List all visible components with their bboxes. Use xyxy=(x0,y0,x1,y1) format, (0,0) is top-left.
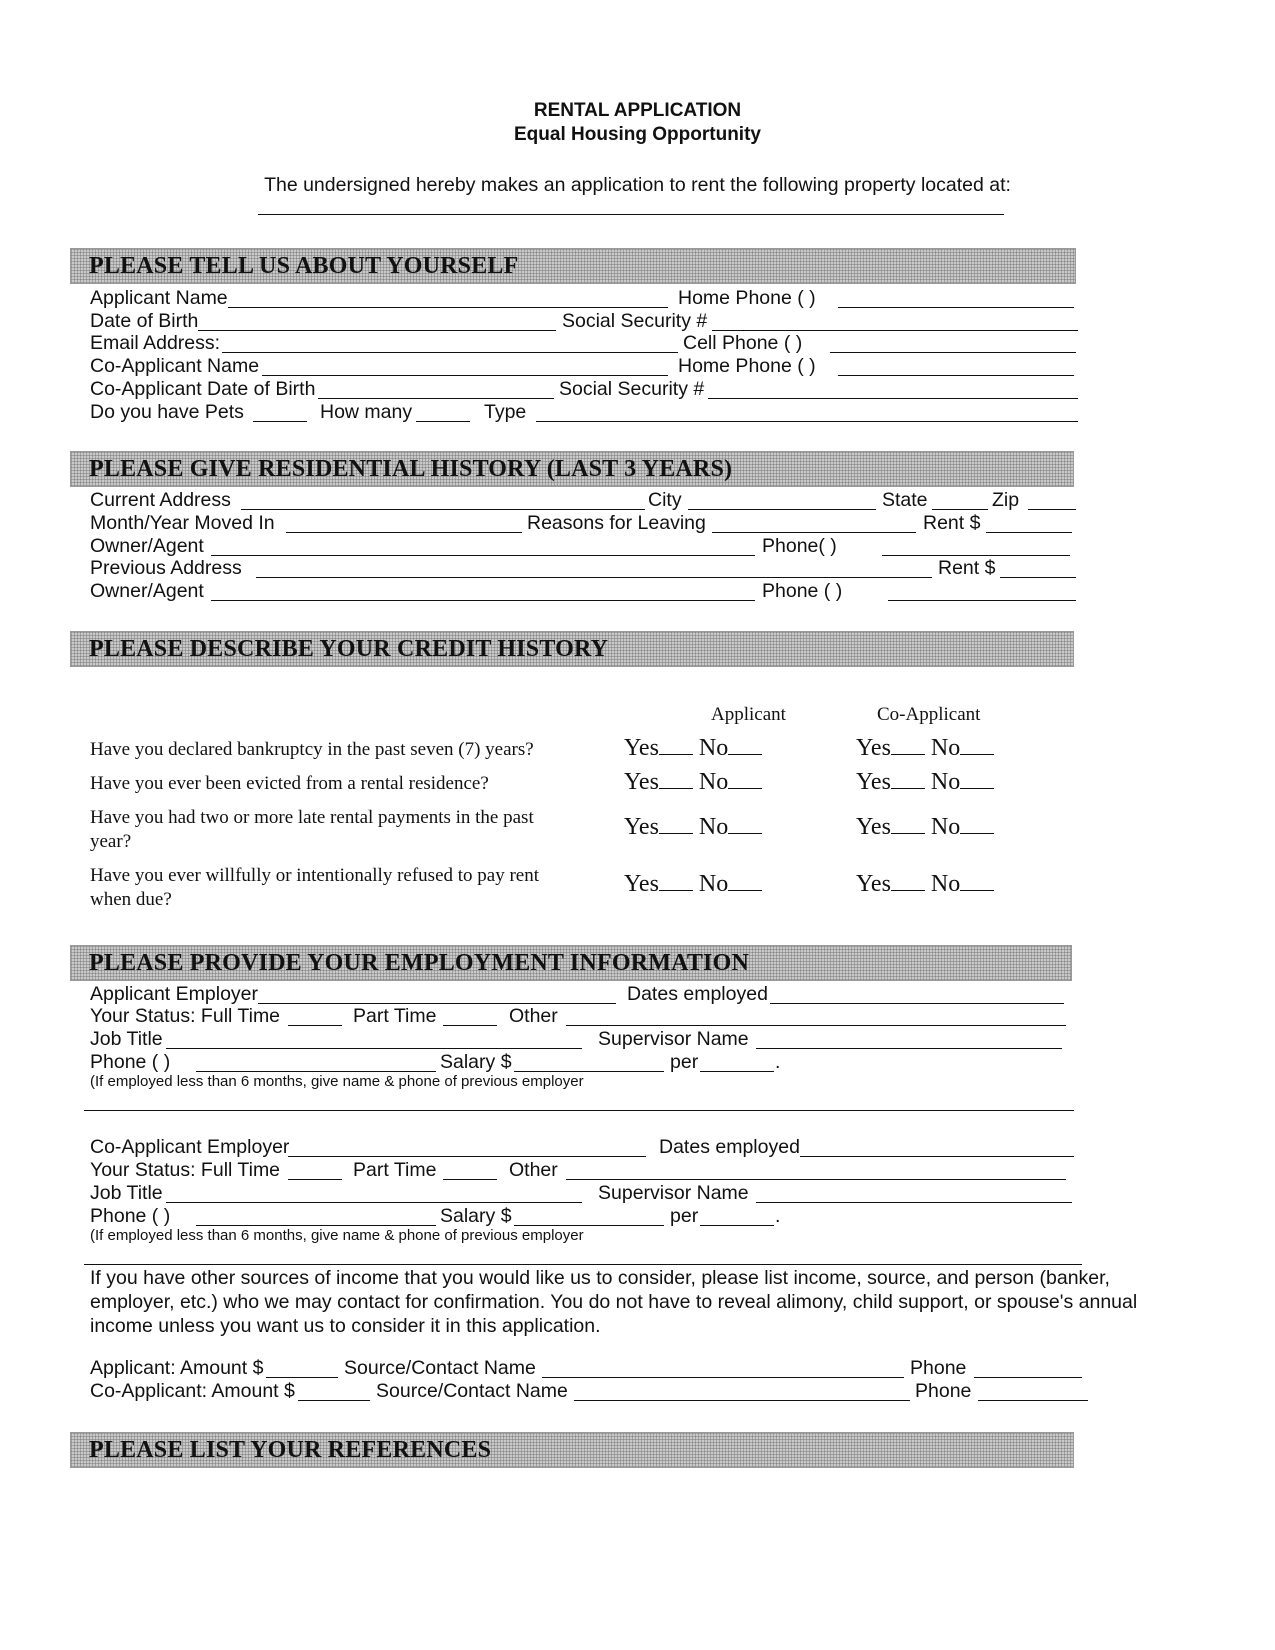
field-label: Reasons for Leaving xyxy=(527,512,706,534)
applicant-yes-blank[interactable] xyxy=(659,754,693,755)
applicant-no-blank[interactable] xyxy=(728,890,762,891)
no-label: No xyxy=(930,871,961,897)
co-applicant-no-blank[interactable] xyxy=(960,788,994,789)
intro-text: The undersigned hereby makes an application to rent the following property located at: xyxy=(264,174,1011,196)
applicant-yes-blank[interactable] xyxy=(659,788,693,789)
applicant-income-amount-field[interactable] xyxy=(266,1377,338,1378)
field-label: Zip xyxy=(992,489,1020,511)
applicant-yes-blank[interactable] xyxy=(659,833,693,834)
field-label: Email Address: xyxy=(90,332,221,354)
field-label: Current Address xyxy=(90,489,231,511)
zip-field[interactable] xyxy=(1028,509,1076,510)
section-title: PLEASE LIST YOUR REFERENCES xyxy=(89,1437,492,1463)
co-applicant-yes-blank[interactable] xyxy=(891,833,925,834)
yes-label: Yes xyxy=(856,735,891,761)
field-label: Phone xyxy=(910,1357,967,1379)
field-label: Month/Year Moved In xyxy=(90,512,275,534)
co-job-title-field[interactable] xyxy=(166,1202,582,1203)
field-label: Cell Phone ( ) xyxy=(683,332,803,354)
applicant-no-blank[interactable] xyxy=(728,754,762,755)
field-label: Dates employed xyxy=(659,1136,800,1158)
field-label: State xyxy=(882,489,928,511)
field-label: Phone( ) xyxy=(762,535,837,557)
field-label: Source/Contact Name xyxy=(344,1357,536,1379)
job-title-field[interactable] xyxy=(166,1048,582,1049)
other-status-field[interactable] xyxy=(566,1025,1066,1026)
section-title: PLEASE DESCRIBE YOUR CREDIT HISTORY xyxy=(89,636,609,662)
applicant-no-blank[interactable] xyxy=(728,788,762,789)
co-other-status-field[interactable] xyxy=(566,1179,1066,1180)
field-label: per xyxy=(670,1051,699,1073)
field-label: Source/Contact Name xyxy=(376,1380,568,1402)
applicant-no-blank[interactable] xyxy=(728,833,762,834)
yes-label: Yes xyxy=(856,871,891,897)
field-label: Co-Applicant Name xyxy=(90,355,260,377)
field-label: Supervisor Name xyxy=(598,1028,749,1050)
reasons-field[interactable] xyxy=(712,532,916,533)
field-label: Job Title xyxy=(90,1182,163,1204)
field-label: Co-Applicant Employer xyxy=(90,1136,290,1158)
credit-question-late-payments: Have you had two or more late rental payments in the past year? xyxy=(90,807,534,852)
field-label: Part Time xyxy=(353,1159,437,1181)
field-label: Co-Applicant: Amount $ xyxy=(90,1380,295,1402)
co-employer-field[interactable] xyxy=(288,1156,646,1157)
no-label: No xyxy=(698,814,729,840)
no-label: No xyxy=(930,814,961,840)
section-title: PLEASE GIVE RESIDENTIAL HISTORY (LAST 3 YEARS) xyxy=(89,456,733,482)
field-label: per xyxy=(670,1205,699,1227)
co-full-time-field[interactable] xyxy=(288,1179,342,1180)
home-phone-field[interactable] xyxy=(838,307,1074,308)
co-employer-phone-field[interactable] xyxy=(196,1225,436,1226)
property-address-line[interactable] xyxy=(258,214,1004,215)
cell-phone-field[interactable] xyxy=(830,352,1076,353)
co-income-phone-field[interactable] xyxy=(978,1400,1088,1401)
co-applicant-name-field[interactable] xyxy=(262,375,668,376)
field-label: Job Title xyxy=(90,1028,163,1050)
section-title: PLEASE TELL US ABOUT YOURSELF xyxy=(89,253,519,279)
field-label: Social Security # xyxy=(559,378,705,400)
supervisor-field[interactable] xyxy=(756,1048,1062,1049)
co-applicant-no-blank[interactable] xyxy=(960,754,994,755)
column-header-applicant: Applicant xyxy=(711,704,786,725)
co-salary-field[interactable] xyxy=(514,1225,664,1226)
field-label: Type xyxy=(484,401,527,423)
previous-address-field[interactable] xyxy=(256,577,932,578)
applicant-yes-no xyxy=(624,769,768,796)
owner-agent-2-field[interactable] xyxy=(211,600,755,601)
field-label: Applicant: Amount $ xyxy=(90,1357,264,1379)
no-label: No xyxy=(930,769,961,795)
co-applicant-yes-no xyxy=(856,769,1000,796)
field-label: Rent $ xyxy=(938,557,996,579)
field-label: Rent $ xyxy=(923,512,981,534)
city-field[interactable] xyxy=(688,509,876,510)
field-label: Applicant Employer xyxy=(90,983,258,1005)
employer-phone-field[interactable] xyxy=(196,1071,436,1072)
pets-field[interactable] xyxy=(253,421,307,422)
field-label: . xyxy=(775,1205,781,1227)
applicant-yes-no xyxy=(624,735,768,762)
field-label: Phone xyxy=(915,1380,972,1402)
state-field[interactable] xyxy=(932,509,988,510)
field-label: Social Security # xyxy=(562,310,708,332)
co-income-source-field[interactable] xyxy=(574,1400,910,1401)
rent-field[interactable] xyxy=(986,532,1072,533)
previous-rent-field[interactable] xyxy=(1000,577,1076,578)
dob-field[interactable] xyxy=(198,330,556,331)
yes-label: Yes xyxy=(624,769,659,795)
credit-question-evicted: Have you ever been evicted from a rental residence? xyxy=(90,773,489,794)
applicant-yes-blank[interactable] xyxy=(659,890,693,891)
field-label: Your Status: Full Time xyxy=(90,1159,281,1181)
co-applicant-yes-blank[interactable] xyxy=(891,754,925,755)
co-applicant-yes-no xyxy=(856,871,1000,898)
co-home-phone-field[interactable] xyxy=(838,375,1074,376)
section-header-credit xyxy=(70,631,1074,667)
applicant-yes-no xyxy=(624,814,768,841)
field-label: Phone ( ) xyxy=(90,1051,171,1073)
document-subtitle: Equal Housing Opportunity xyxy=(514,124,761,145)
section-header-residential xyxy=(70,451,1074,487)
document-title: RENTAL APPLICATION xyxy=(533,100,742,121)
co-supervisor-field[interactable] xyxy=(756,1202,1072,1203)
section-header-references xyxy=(70,1432,1074,1468)
field-label: Your Status: Full Time xyxy=(90,1005,281,1027)
co-applicant-yes-blank[interactable] xyxy=(891,890,925,891)
applicant-employer-field[interactable] xyxy=(258,1003,616,1004)
co-income-amount-field[interactable] xyxy=(298,1400,370,1401)
co-applicant-yes-blank[interactable] xyxy=(891,788,925,789)
field-label: Home Phone ( ) xyxy=(678,287,816,309)
current-address-field[interactable] xyxy=(241,509,645,510)
no-label: No xyxy=(930,735,961,761)
co-applicant-yes-no xyxy=(856,814,1000,841)
field-label: Salary $ xyxy=(440,1205,512,1227)
field-label: . xyxy=(775,1051,781,1073)
field-label: Owner/Agent xyxy=(90,535,204,557)
field-label: Applicant Name xyxy=(90,287,228,309)
column-header-co-applicant: Co-Applicant xyxy=(877,704,981,725)
field-label: Previous Address xyxy=(90,557,242,579)
applicant-income-source-field[interactable] xyxy=(542,1377,904,1378)
field-label: Owner/Agent xyxy=(90,580,204,602)
no-label: No xyxy=(698,735,729,761)
salary-period-field[interactable] xyxy=(700,1071,774,1072)
no-label: No xyxy=(698,769,729,795)
previous-employer-line[interactable] xyxy=(84,1110,1074,1111)
email-field[interactable] xyxy=(222,352,678,353)
part-time-field[interactable] xyxy=(443,1025,497,1026)
field-label: Phone ( ) xyxy=(762,580,843,602)
field-label: Other xyxy=(509,1005,558,1027)
pets-count-field[interactable] xyxy=(416,421,470,422)
field-label: Home Phone ( ) xyxy=(678,355,816,377)
field-label: Date of Birth xyxy=(90,310,199,332)
field-label: Salary $ xyxy=(440,1051,512,1073)
yes-label: Yes xyxy=(624,814,659,840)
applicant-dates-employed-field[interactable] xyxy=(770,1003,1064,1004)
section-title: PLEASE PROVIDE YOUR EMPLOYMENT INFORMATION xyxy=(89,950,749,976)
yes-label: Yes xyxy=(856,769,891,795)
field-label: Part Time xyxy=(353,1005,437,1027)
applicant-income-phone-field[interactable] xyxy=(974,1377,1082,1378)
field-label: How many xyxy=(320,401,413,423)
co-previous-employer-line[interactable] xyxy=(84,1264,1082,1265)
field-label: Do you have Pets xyxy=(90,401,244,423)
field-label: Other xyxy=(509,1159,558,1181)
section-header-about xyxy=(70,248,1076,284)
moved-in-field[interactable] xyxy=(286,532,522,533)
owner-agent-field[interactable] xyxy=(211,555,755,556)
co-previous-employer-note: (If employed less than 6 months, give name & phone of previous employer xyxy=(90,1227,584,1244)
co-dob-field[interactable] xyxy=(318,398,554,399)
field-label: Phone ( ) xyxy=(90,1205,171,1227)
section-header-employment xyxy=(70,945,1072,981)
applicant-yes-no xyxy=(624,871,768,898)
other-income-paragraph: If you have other sources of income that you would like us to consider, please list income, source, and person (banker, employer, etc.) who we may contact for confirmation. You do not have to reveal alimony, child support, or spouse's annual income unless you want us to consider it in this application. xyxy=(90,1267,1138,1337)
co-dates-employed-field[interactable] xyxy=(800,1156,1074,1157)
field-label: City xyxy=(648,489,682,511)
field-label: Co-Applicant Date of Birth xyxy=(90,378,316,400)
no-label: No xyxy=(698,871,729,897)
field-label: Dates employed xyxy=(627,983,768,1005)
salary-field[interactable] xyxy=(514,1071,664,1072)
co-applicant-yes-no xyxy=(856,735,1000,762)
yes-label: Yes xyxy=(624,871,659,897)
applicant-name-field[interactable] xyxy=(228,307,668,308)
credit-question-bankruptcy: Have you declared bankruptcy in the past seven (7) years? xyxy=(90,739,534,760)
yes-label: Yes xyxy=(624,735,659,761)
co-part-time-field[interactable] xyxy=(443,1179,497,1180)
previous-employer-note: (If employed less than 6 months, give name & phone of previous employer xyxy=(90,1073,584,1090)
pets-type-field[interactable] xyxy=(536,421,1078,422)
co-ssn-field[interactable] xyxy=(708,398,1078,399)
co-applicant-no-blank[interactable] xyxy=(960,833,994,834)
co-applicant-no-blank[interactable] xyxy=(960,890,994,891)
credit-question-refused-rent: Have you ever willfully or intentionally refused to pay rent when due? xyxy=(90,865,540,910)
field-label: Supervisor Name xyxy=(598,1182,749,1204)
yes-label: Yes xyxy=(856,814,891,840)
owner-phone-2-field[interactable] xyxy=(888,600,1076,601)
co-salary-period-field[interactable] xyxy=(700,1225,774,1226)
full-time-field[interactable] xyxy=(288,1025,342,1026)
